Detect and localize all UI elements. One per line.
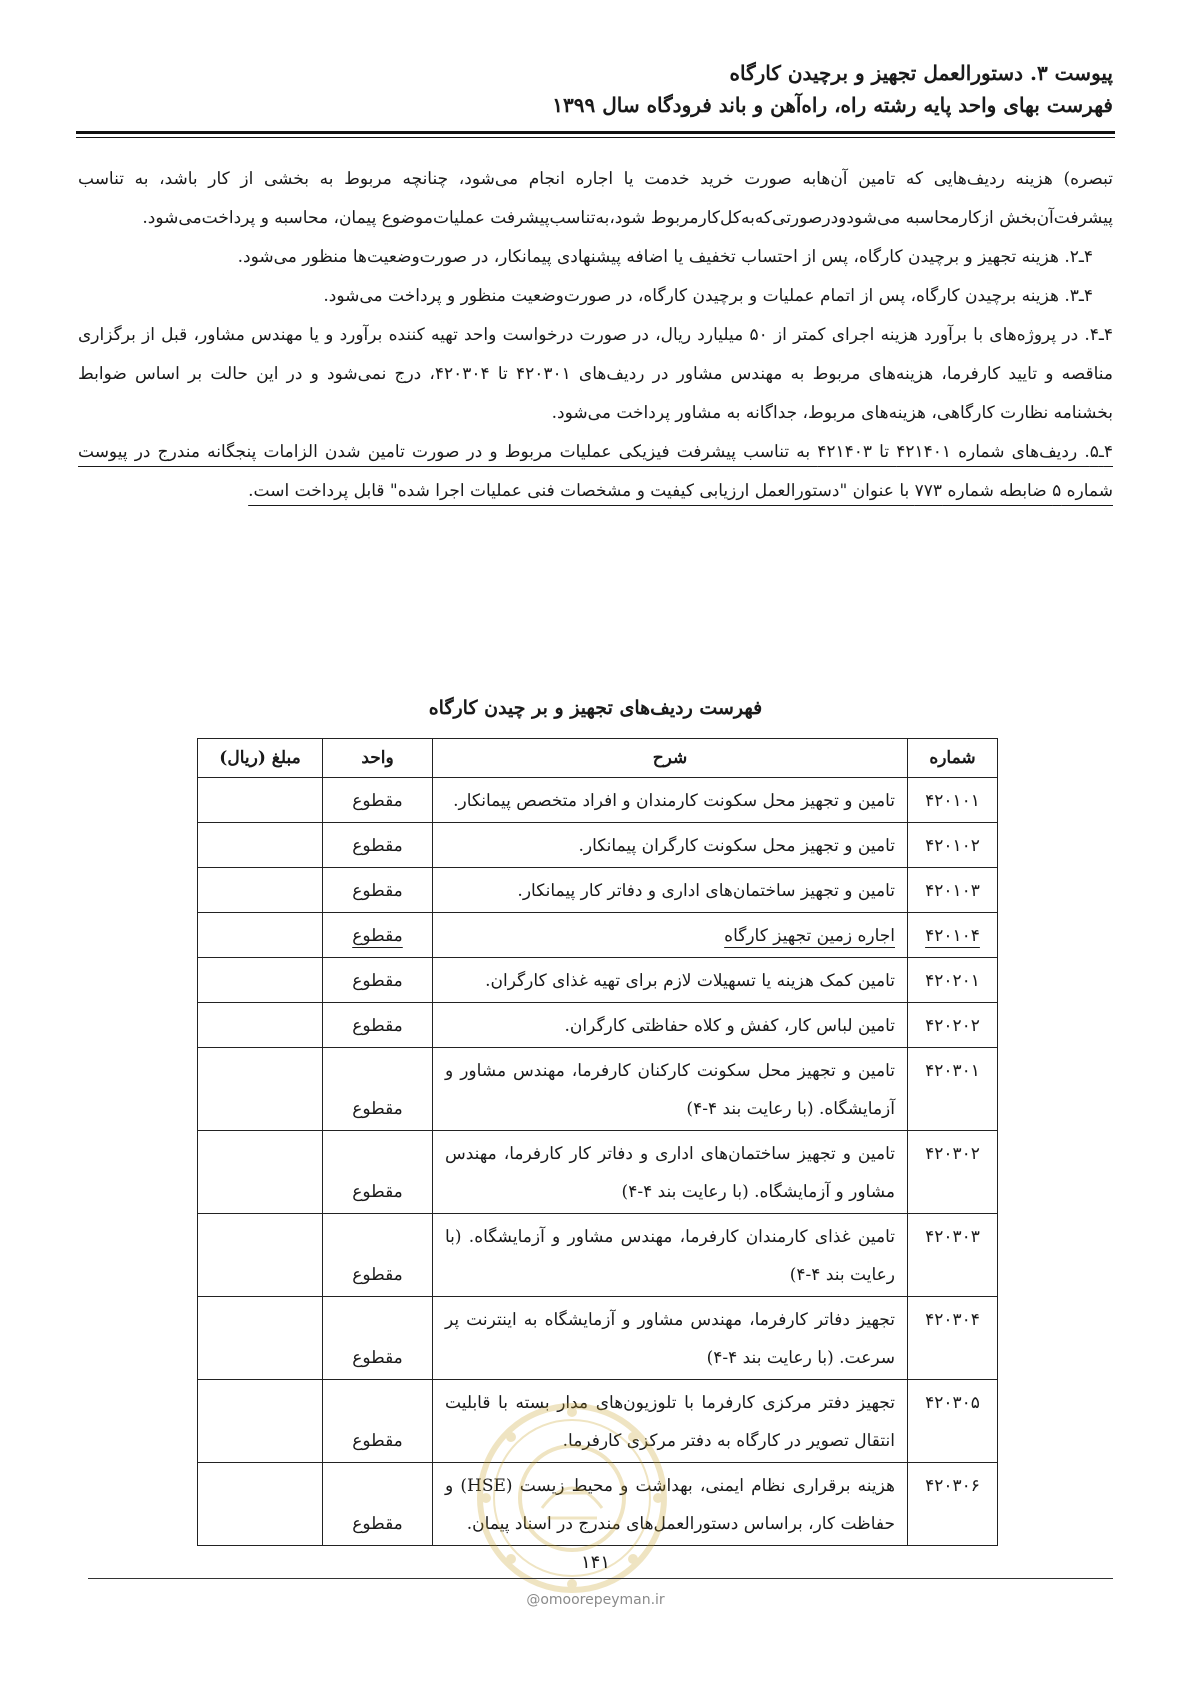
row-amount <box>198 823 323 868</box>
paragraph-4-5 <box>78 433 1113 511</box>
row-description: تجهیز دفاتر کارفرما، مهندس مشاور و آزمایشگاه به اینترنت پر سرعت. (با رعایت بند ۴-۴) <box>433 1297 908 1380</box>
row-unit: مقطوع <box>323 1380 433 1463</box>
row-description: تجهیز دفتر مرکزی کارفرما با تلوزیون‌های مدار بسته با قابلیت انتقال تصویر در کارگاه به دفتر مرکزی کارفرما. <box>433 1380 908 1463</box>
table-row <box>198 868 998 913</box>
row-unit: مقطوع <box>323 1131 433 1214</box>
table-row <box>198 958 998 1003</box>
table-header-row <box>198 739 998 778</box>
table-container <box>198 738 998 1546</box>
footer-website: @omoorepeyman.ir <box>526 1592 665 1608</box>
row-number: ۴۲۰۱۰۲ <box>908 823 998 868</box>
row-amount <box>198 1380 323 1463</box>
header-divider-thin <box>76 137 1115 138</box>
row-unit: مقطوع <box>323 868 433 913</box>
paragraph-4-2: ۴ـ۲. هزینه تجهیز و برچیدن کارگاه، پس از احتساب تخفیف یا اضافه پیشنهادی پیمانکار، در صورت‌وضعیت‌ها منظور می‌شود. <box>237 247 1093 267</box>
row-number <box>908 913 998 958</box>
row-description: تامین و تجهیز محل سکونت کارمندان و افراد متخصص پیمانکار. <box>433 778 908 823</box>
table-row <box>198 1131 998 1214</box>
header-number: شماره <box>908 739 998 778</box>
header-amount: مبلغ (ریال) <box>198 739 323 778</box>
row-unit: مقطوع <box>323 958 433 1003</box>
row-number: ۴۲۰۱۰۳ <box>908 868 998 913</box>
footer-divider <box>88 1578 1113 1579</box>
row-number: ۴۲۰۳۰۵ <box>908 1380 998 1463</box>
row-description: تامین غذای کارمندان کارفرما، مهندس مشاور و آزمایشگاه. (با رعایت بند ۴-۴) <box>433 1214 908 1297</box>
row-unit: مقطوع <box>323 1297 433 1380</box>
row-amount <box>198 1297 323 1380</box>
row-description: تامین کمک هزینه یا تسهیلات لازم برای تهیه غذای کارگران. <box>433 958 908 1003</box>
row-unit <box>323 913 433 958</box>
table-row <box>198 1380 998 1463</box>
row-description: تامین و تجهیز محل سکونت کارگران پیمانکار. <box>433 823 908 868</box>
row-description-text: اجاره زمین تجهیز کارگاه <box>724 926 895 946</box>
paragraph-4-5-text: ۴ـ۵. ردیف‌های شماره ۴۲۱۴۰۱ تا ۴۲۱۴۰۳ به تناسب پیشرفت فیزیکی عملیات مربوط و در صورت تامین شدن الزامات پنجگانه مندرج در پیوست شماره ۵ ضابطه شماره ۷۷۳ با عنوان "دستورالعمل ارزیابی کیفیت و مشخصات فنی عملیات اجرا شده" قابل پرداخت است. <box>78 442 1113 501</box>
row-number: ۴۲۰۳۰۱ <box>908 1048 998 1131</box>
row-number: ۴۲۰۲۰۲ <box>908 1003 998 1048</box>
row-unit: مقطوع <box>323 778 433 823</box>
header-description: شرح <box>433 739 908 778</box>
header-unit: واحد <box>323 739 433 778</box>
table-row <box>198 913 998 958</box>
row-description: تامین و تجهیز ساختمان‌های اداری و دفاتر کار پیمانکار. <box>433 868 908 913</box>
paragraph-note: تبصره) هزینه ردیف‌هایی که تامین آن‌هابه صورت خرید خدمت یا اجاره انجام می‌شود، چنانچه مربوط به بخشی از کار باشد، به تناسب پیشرفت‌آن‌بخش ازکارمحاسبه می‌شودودرصورتی‌که‌به‌کل‌کارمربوط شود،به‌تناسب‌پیشرفت عملیات‌موضوع پیمان، محاسبه و پرداخت‌می‌شود. <box>78 169 1113 228</box>
row-description: هزینه برقراری نظام ایمنی، بهداشت و محیط زیست (HSE) و حفاظت کار، براساس دستورالعمل‌های مندرج در اسناد پیمان. <box>433 1463 908 1546</box>
row-amount <box>198 1463 323 1546</box>
header-price-list-title: فهرست بهای واحد پایه رشته راه، راه‌آهن و باند فرودگاه سال ۱۳۹۹ <box>552 93 1113 117</box>
page-number: ۱۴۱ <box>580 1552 610 1573</box>
row-unit: مقطوع <box>323 1214 433 1297</box>
row-number: ۴۲۰۱۰۱ <box>908 778 998 823</box>
header-divider-thick <box>76 131 1115 134</box>
row-number-text: ۴۲۰۱۰۴ <box>925 926 980 946</box>
row-number: ۴۲۰۳۰۴ <box>908 1297 998 1380</box>
row-unit: مقطوع <box>323 1463 433 1546</box>
row-number: ۴۲۰۳۰۲ <box>908 1131 998 1214</box>
paragraph-4-3: ۴ـ۳. هزینه برچیدن کارگاه، پس از اتمام عملیات و برچیدن کارگاه، در صورت‌وضعیت منظور و پرداخت می‌شود. <box>323 286 1093 306</box>
table-row <box>198 1214 998 1297</box>
row-amount <box>198 913 323 958</box>
row-number: ۴۲۰۳۰۶ <box>908 1463 998 1546</box>
page-header <box>78 58 1113 122</box>
row-description <box>433 913 908 958</box>
row-unit: مقطوع <box>323 1048 433 1131</box>
row-unit-text: مقطوع <box>352 926 403 946</box>
table-row <box>198 1003 998 1048</box>
row-amount <box>198 1214 323 1297</box>
table-row <box>198 1297 998 1380</box>
row-number: ۴۲۰۳۰۳ <box>908 1214 998 1297</box>
items-table <box>197 738 998 1546</box>
table-title: فهرست ردیف‌های تجهیز و بر چیدن کارگاه <box>428 697 763 719</box>
row-amount <box>198 1003 323 1048</box>
paragraph-4-4: ۴ـ۴. در پروژه‌های با برآورد هزینه اجرای کمتر از ۵۰ میلیارد ریال، در صورت درخواست واحد تهیه کننده برآورد و یا مهندس مشاور، قبل از برگزاری مناقصه و تایید کارفرما، هزینه‌های مربوط به مهندس مشاور در ردیف‌های ۴۲۰۳۰۱ تا ۴۲۰۳۰۴، درج نمی‌شود و در این حالت بر اساس ضوابط بخشنامه نظارت کارگاهی، هزینه‌های مربوط، جداگانه به مشاور پرداخت می‌شود. <box>78 325 1114 423</box>
row-description: تامین و تجهیز ساختمان‌های اداری و دفاتر کار کارفرما، مهندس مشاور و آزمایشگاه. (با رعایت بند ۴-۴) <box>433 1131 908 1214</box>
row-amount <box>198 958 323 1003</box>
row-number: ۴۲۰۲۰۱ <box>908 958 998 1003</box>
row-description: تامین لباس کار، کفش و کلاه حفاظتی کارگران. <box>433 1003 908 1048</box>
table-row <box>198 778 998 823</box>
table-row <box>198 823 998 868</box>
row-unit: مقطوع <box>323 1003 433 1048</box>
row-unit: مقطوع <box>323 823 433 868</box>
table-row <box>198 1463 998 1546</box>
row-amount <box>198 1048 323 1131</box>
row-amount <box>198 1131 323 1214</box>
table-row <box>198 1048 998 1131</box>
row-description: تامین و تجهیز محل سکونت کارکنان کارفرما، مهندس مشاور و آزمایشگاه. (با رعایت بند ۴-۴) <box>433 1048 908 1131</box>
row-amount <box>198 868 323 913</box>
body-text <box>78 160 1113 511</box>
row-amount <box>198 778 323 823</box>
header-appendix-title: پیوست ۳. دستورالعمل تجهیز و برچیدن کارگاه <box>729 61 1113 85</box>
